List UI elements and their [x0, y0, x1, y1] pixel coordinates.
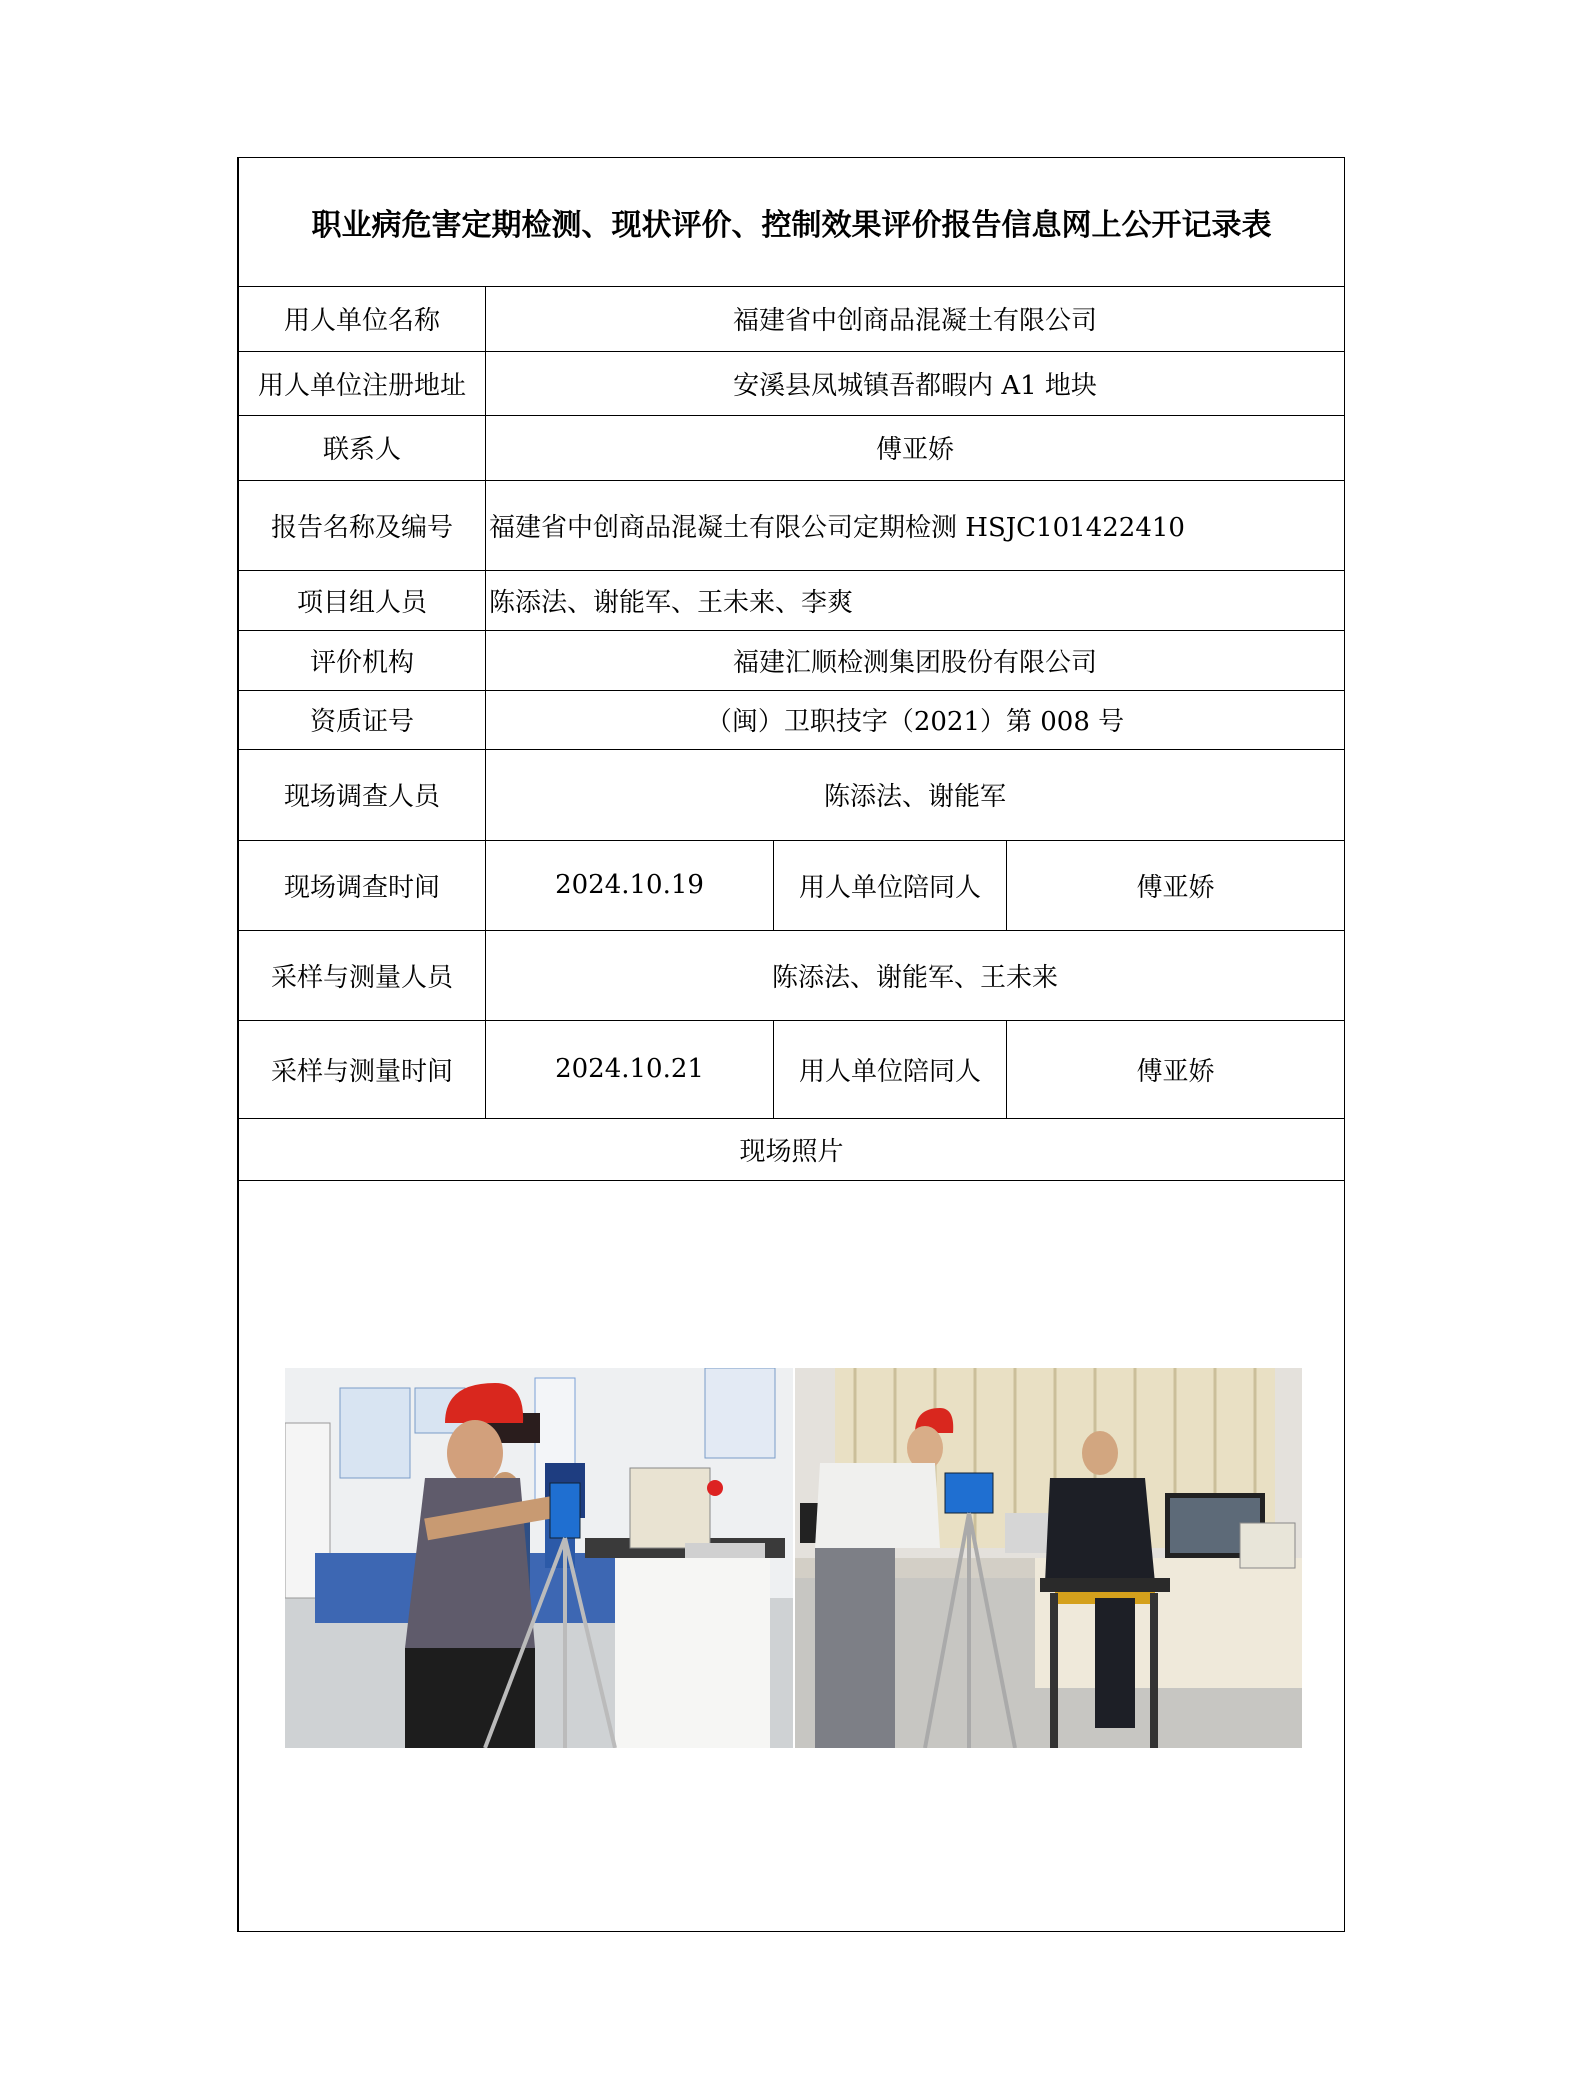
photos-area [239, 1181, 1344, 1931]
employer-name-value: 福建省中创商品混凝土有限公司 [486, 286, 1345, 351]
record-form [237, 157, 1345, 1932]
site-photo-office [795, 1368, 1302, 1748]
survey-escort-value: 傅亚娇 [1007, 840, 1345, 930]
site-photo-office-image [795, 1368, 1302, 1748]
project-members-value: 陈添法、谢能军、王未来、李爽 [486, 570, 1345, 630]
report-value: 福建省中创商品混凝土有限公司定期检测 HSJC101422410 [486, 480, 1345, 570]
survey-staff-value: 陈添法、谢能军 [486, 749, 1345, 840]
qualification-value: （闽）卫职技字（2021）第 008 号 [486, 690, 1345, 749]
sampling-time-label: 采样与测量时间 [239, 1020, 486, 1118]
photos-header: 现场照片 [239, 1118, 1345, 1180]
site-photo-lab [285, 1368, 793, 1748]
photos-cell [239, 1180, 1345, 1931]
sampling-staff-value: 陈添法、谢能军、王未来 [486, 930, 1345, 1020]
project-members-label: 项目组人员 [239, 570, 486, 630]
sampling-escort-value: 傅亚娇 [1007, 1020, 1345, 1118]
survey-escort-label: 用人单位陪同人 [774, 840, 1007, 930]
contact-label: 联系人 [239, 415, 486, 480]
report-label: 报告名称及编号 [239, 480, 486, 570]
site-photo-lab-image [285, 1368, 793, 1748]
sampling-escort-label: 用人单位陪同人 [774, 1020, 1007, 1118]
employer-address-label: 用人单位注册地址 [239, 351, 486, 415]
sampling-staff-label: 采样与测量人员 [239, 930, 486, 1020]
agency-value: 福建汇顺检测集团股份有限公司 [486, 630, 1345, 690]
sampling-time-value: 2024.10.21 [486, 1020, 774, 1118]
form-title: 职业病危害定期检测、现状评价、控制效果评价报告信息网上公开记录表 [239, 158, 1345, 286]
agency-label: 评价机构 [239, 630, 486, 690]
survey-time-value: 2024.10.19 [486, 840, 774, 930]
contact-value: 傅亚娇 [486, 415, 1345, 480]
survey-staff-label: 现场调查人员 [239, 749, 486, 840]
survey-time-label: 现场调查时间 [239, 840, 486, 930]
qualification-label: 资质证号 [239, 690, 486, 749]
employer-address-value: 安溪县凤城镇吾都暇内 A1 地块 [486, 351, 1345, 415]
employer-name-label: 用人单位名称 [239, 286, 486, 351]
record-table [238, 158, 1345, 1931]
